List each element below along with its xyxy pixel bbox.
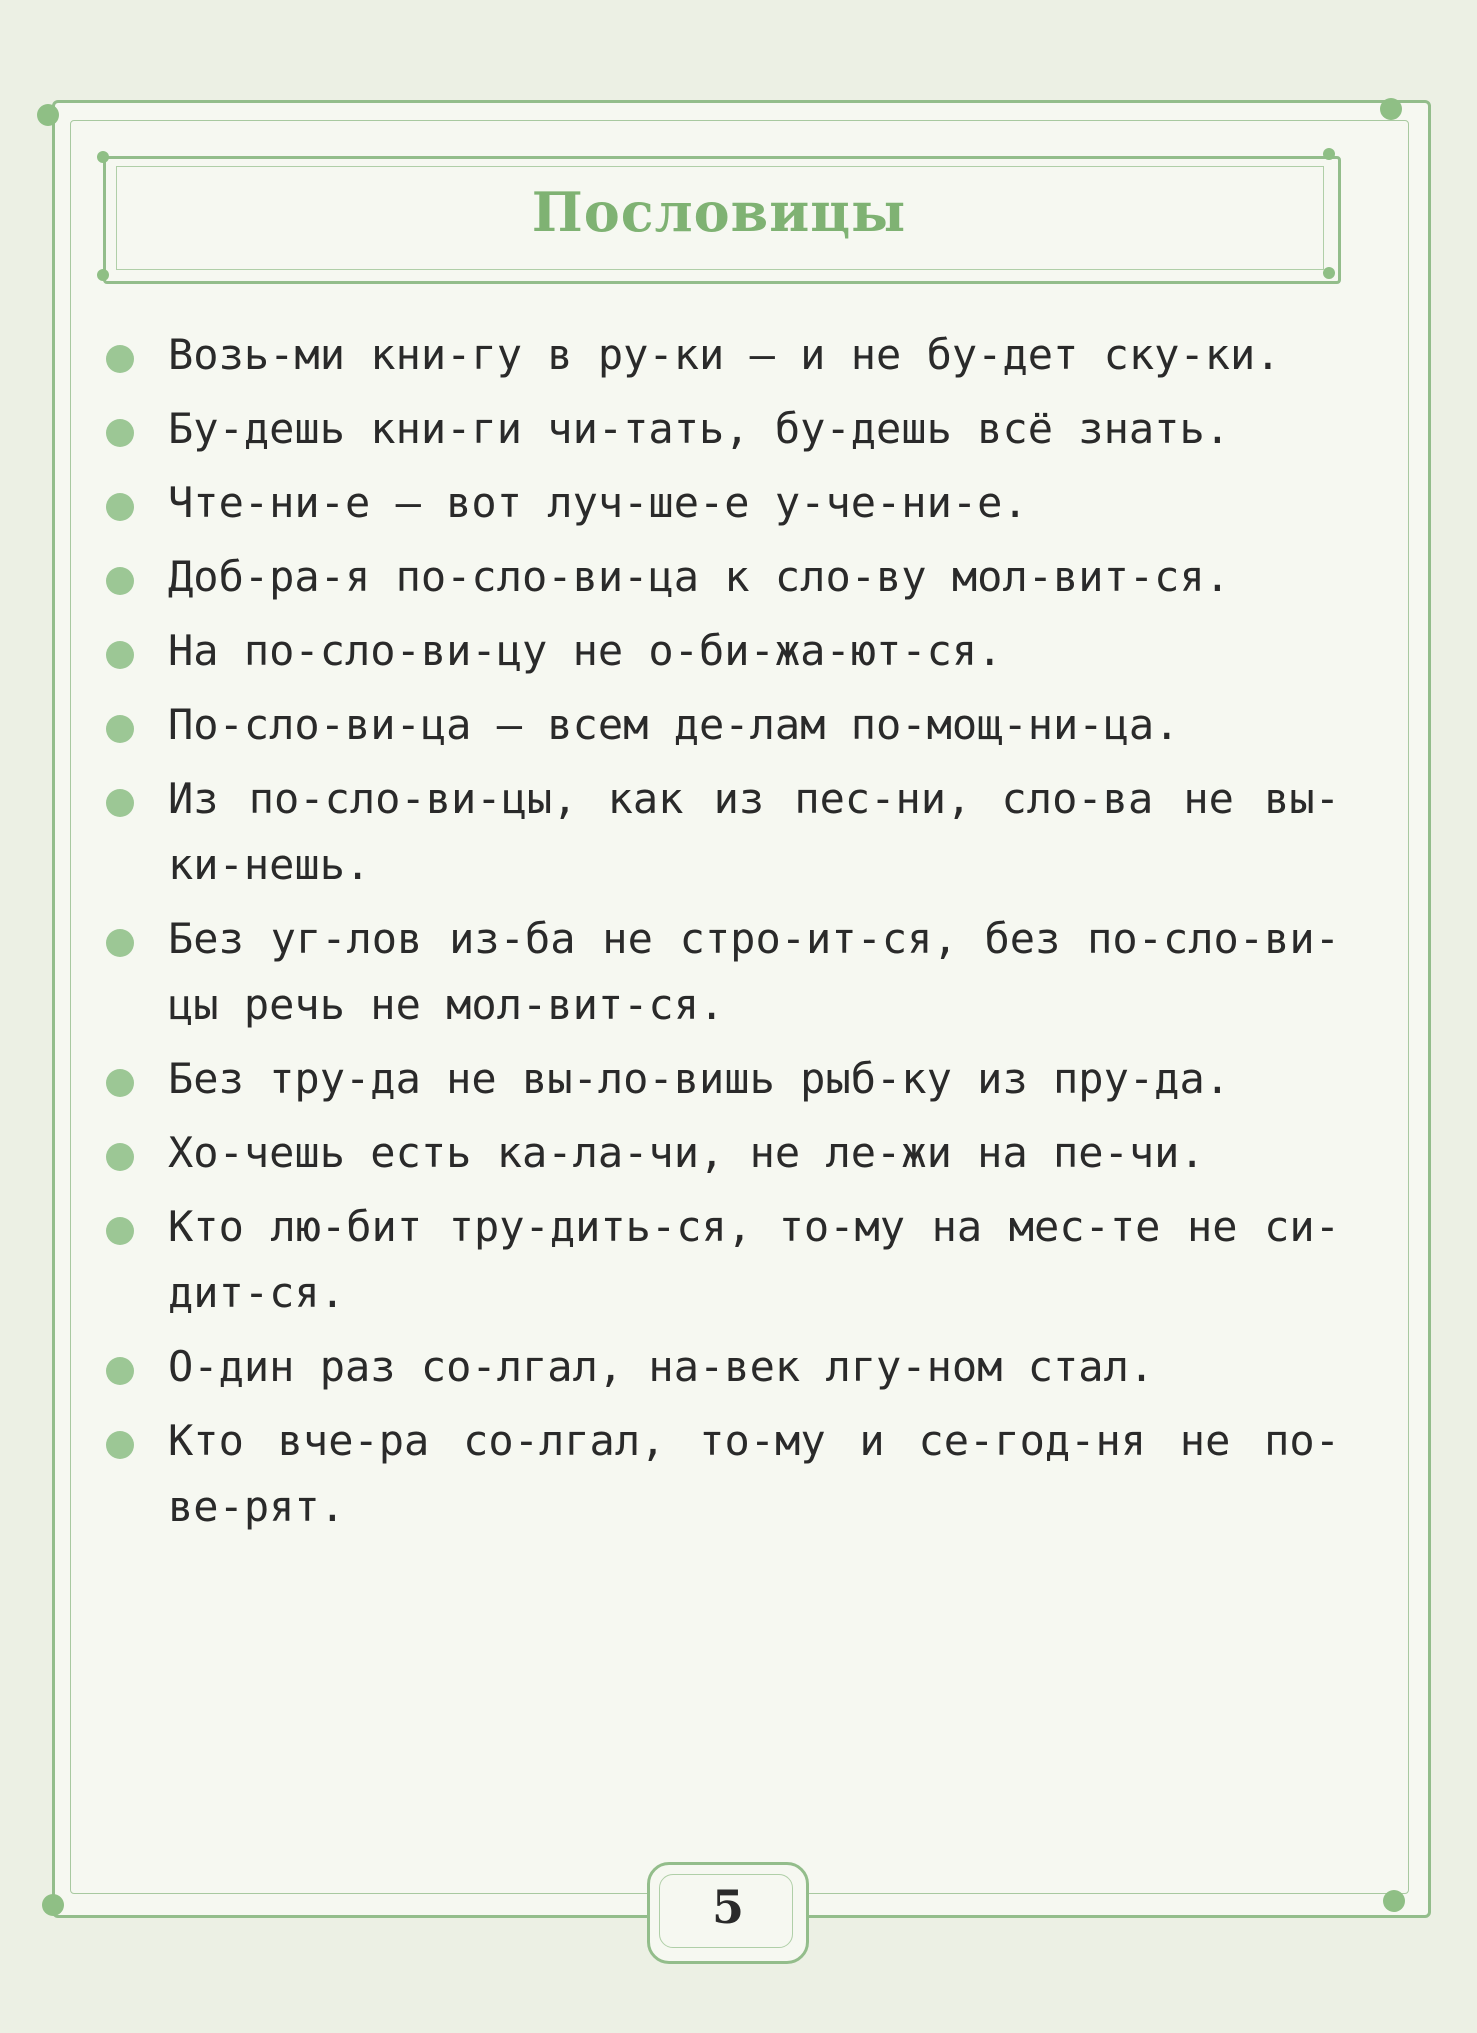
green-dot-icon [106,419,134,447]
list-item [100,692,1340,758]
proverb-text: О-дин раз со-лгал, на-век лгу-ном стал. [168,1342,1155,1391]
proverb-text: Бу-дешь кни-ги чи-тать, бу-дешь всё знать. [168,404,1231,453]
list-item [100,1046,1340,1112]
green-dot-icon [106,493,134,521]
proverb-text: Хо-чешь есть ка-ла-чи, не ле-жи на пе-чи. [168,1128,1205,1177]
list-item [100,766,1340,898]
proverb-text: Из по-сло-ви-цы, как из пес-ни, сло-ва не вы-ки-нешь. [168,774,1340,889]
proverb-text: Доб-ра-я по-сло-ви-ца к сло-ву мол-вит-ся. [168,552,1231,601]
proverb-list [100,322,1340,1548]
list-item [100,396,1340,462]
proverb-text: Кто вче-ра со-лгал, то-му и се-год-ня не по-ве-рят. [168,1416,1340,1531]
page-number: 5 [711,1880,744,1934]
proverb-text: Чте-ни-е — вот луч-ше-е у-че-ни-е. [168,478,1028,527]
page-title: Пословицы [531,180,907,244]
green-dot-icon [106,1217,134,1245]
corner-dot-icon [37,104,59,126]
green-dot-icon [106,929,134,957]
list-item [100,1194,1340,1326]
list-item [100,322,1340,388]
green-dot-icon [106,345,134,373]
proverb-text: Возь-ми кни-гу в ру-ки — и не бу-дет ску-ки. [168,330,1281,379]
list-item [100,1408,1340,1540]
proverb-text: Без уг-лов из-ба не стро-ит-ся, без по-сло-ви-цы речь не мол-вит-ся. [168,914,1340,1029]
list-item [100,544,1340,610]
green-dot-icon [106,1357,134,1385]
title-corner-dot-icon [97,151,109,163]
proverb-text: Кто лю-бит тру-дить-ся, то-му на мес-те не си-дит-ся. [168,1202,1340,1317]
list-item [100,470,1340,536]
green-dot-icon [106,641,134,669]
list-item [100,1334,1340,1400]
list-item [100,906,1340,1038]
list-item [100,618,1340,684]
title-corner-dot-icon [1323,148,1335,160]
green-dot-icon [106,567,134,595]
title-corner-dot-icon [97,269,109,281]
green-dot-icon [106,1069,134,1097]
green-dot-icon [106,1143,134,1171]
corner-dot-icon [42,1894,64,1916]
green-dot-icon [106,789,134,817]
proverb-text: Без тру-да не вы-ло-вишь рыб-ку из пру-да. [168,1054,1231,1103]
corner-dot-icon [1383,1890,1405,1912]
proverb-text: На по-сло-ви-цу не о-би-жа-ют-ся. [168,626,1003,675]
proverb-text: По-сло-ви-ца — всем де-лам по-мощ-ни-ца. [168,700,1180,749]
corner-dot-icon [1380,98,1402,120]
title-corner-dot-icon [1323,267,1335,279]
green-dot-icon [106,1431,134,1459]
green-dot-icon [106,715,134,743]
list-item [100,1120,1340,1186]
